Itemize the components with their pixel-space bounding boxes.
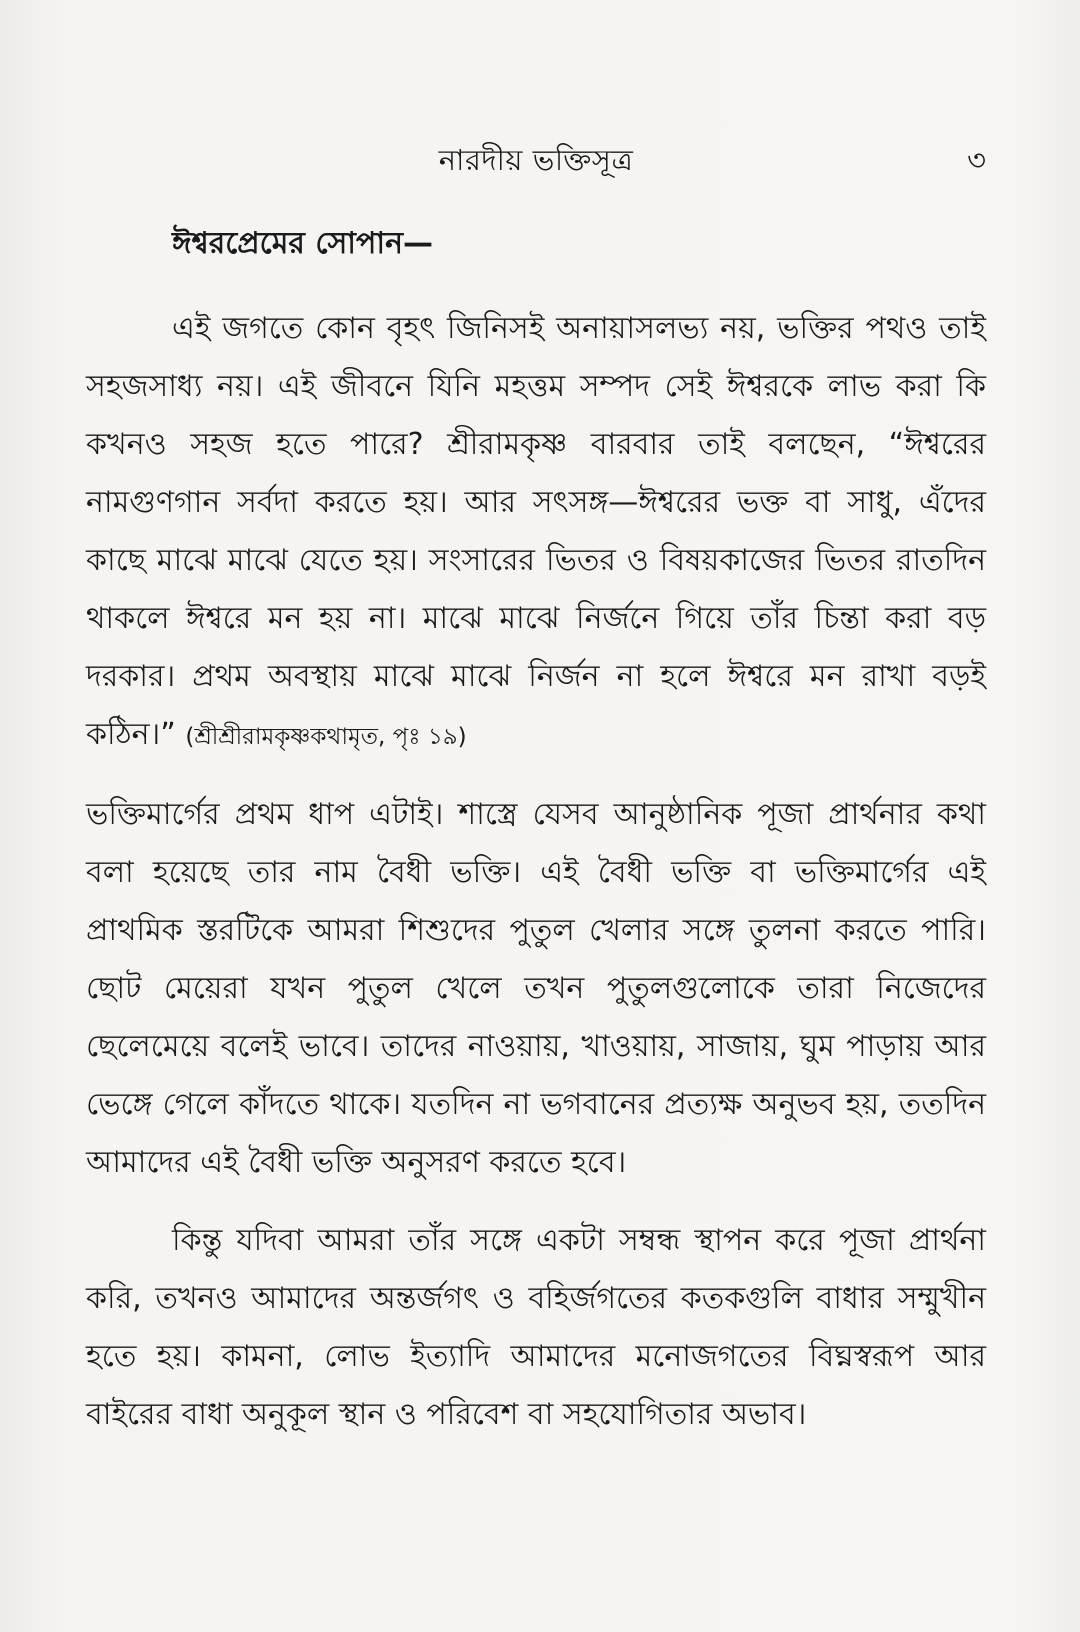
page-number: ৩: [967, 143, 986, 177]
paragraph-1-text: এই জগতে কোন বৃহৎ জিনিসই অনায়াসলভ্য নয়, ভক্তির পথও তাই সহজসাধ্য নয়। এই জীবনে যিনি মহত্তম সম্পদ সেই ঈশ্বরকে লাভ করা কি কখনও সহজ হতে পারে? শ্রীরামকৃষ্ণ বারবার তাই বলছেন, “ঈশ্বরের নামগুণগান সর্বদা করতে হয়। আর সৎসঙ্গ—ঈশ্বরের ভক্ত বা সাধু, এঁদের কাছে মাঝে মাঝে যেতে হয়। সংসারের ভিতর ও বিষয়কাজের ভিতর রাতদিন থাকলে ঈশ্বরে মন হয় না। মাঝে মাঝে নির্জনে গিয়ে তাঁর চিন্তা করা বড় দরকার। প্রথম অবস্থায় মাঝে মাঝে নির্জন না হলে ঈশ্বরে মন রাখা বড়ই কঠিন।”: [86, 311, 986, 752]
paragraph-1: [86, 300, 986, 766]
running-title: নারদীয় ভক্তিসূত্র: [438, 143, 634, 177]
page-header: [86, 138, 986, 188]
paragraph-2: ভক্তিমার্গের প্রথম ধাপ এটাই। শাস্ত্রে যেসব আনুষ্ঠানিক পূজা প্রার্থনার কথা বলা হয়েছে তার নাম বৈধী ভক্তি। এই বৈধী ভক্তি বা ভক্তিমার্গের এই প্রাথমিক স্তরটিকে আমরা শিশুদের পুতুল খেলার সঙ্গে তুলনা করতে পারি। ছোট মেয়েরা যখন পুতুল খেলে তখন পুতুলগুলোকে তারা নিজেদের ছেলেমেয়ে বলেই ভাবে। তাদের নাওয়ায়, খাওয়ায়, সাজায়, ঘুম পাড়ায় আর ভেঙ্গে গেলে কাঁদতে থাকে। যতদিন না ভগবানের প্রত্যক্ষ অনুভব হয়, ততদিন আমাদের এই বৈধী ভক্তি অনুসরণ করতে হবে।: [86, 797, 986, 1180]
body-text: [86, 300, 986, 1444]
citation: (শ্রীশ্রীরামকৃষ্ণকথামৃত, পৃঃ ১৯): [185, 724, 467, 750]
section-heading: ঈশ্বরপ্রেমের সোপান—: [172, 226, 433, 261]
paragraph-3: কিন্তু যদিবা আমরা তাঁর সঙ্গে একটা সম্বন্ধ স্থাপন করে পূজা প্রার্থনা করি, তখনও আমাদের অন্তর্জগৎ ও বহির্জগতের কতকগুলি বাধার সম্মুখীন হতে হয়। কামনা, লোভ ইত্যাদি আমাদের মনোজগতের বিঘ্নস্বরূপ আর বাইরের বাধা অনুকূল স্থান ও পরিবেশ বা সহযোগিতার অভাব।: [86, 1223, 986, 1432]
